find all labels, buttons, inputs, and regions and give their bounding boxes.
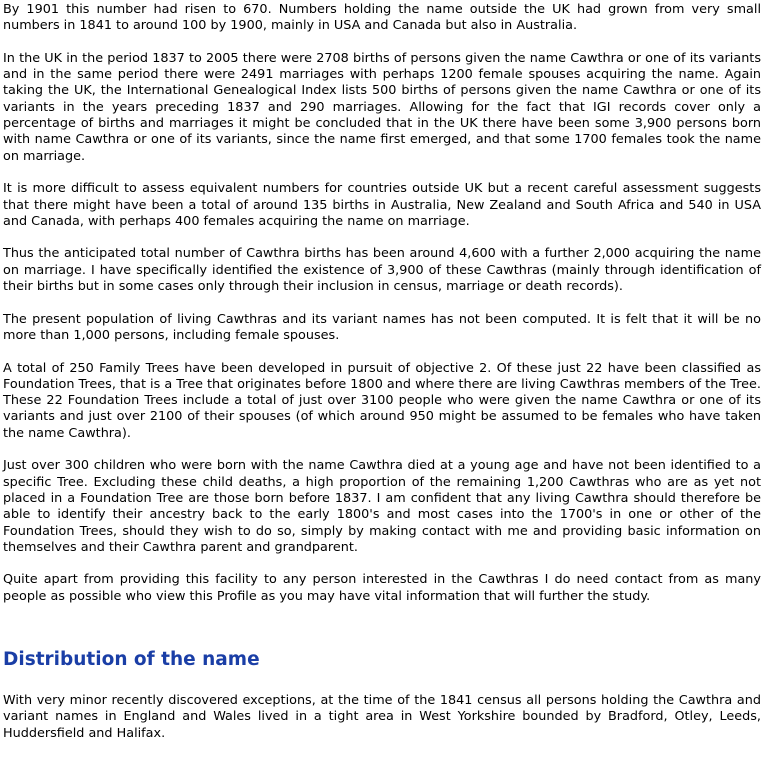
paragraph-child-deaths: Just over 300 children who were born with the name Cawthra died at a young age and have not been identified to a specific Tree. Excluding these child deaths, a high proportion of the remaining 1,200 Cawthras who are as yet not placed in a Foundation Tree are those born before 1837. I am confident that any living Cawthra should therefore be able to identify their ancestry back to the early 1800's and most cases into the 1700's in one or other of the Foundation Trees, should they wish to do so, simply by making contact with me and providing basic information on themselves and their Cawthra parent and grandparent. <box>3 458 761 555</box>
paragraph-contact-request: Quite apart from providing this facility to any person interested in the Cawthras I do need contact from as many people as possible who view this Profile as you may have vital information that will further the study. <box>3 572 761 604</box>
paragraph-distribution: With very minor recently discovered exceptions, at the time of the 1841 census all persons holding the Cawthra and variant names in England and Wales lived in a tight area in West Yorkshire bounded by Bradford, Otley, Leeds, Huddersfield and Halifax. <box>3 692 761 741</box>
paragraph-outside-uk: It is more difficult to assess equivalent numbers for countries outside UK but a recent careful assessment suggests that there might have been a total of around 135 births in Australia, New Zealand and South Africa and 540 in USA and Canada, with perhaps 400 females acquiring the name on marriage. <box>3 181 761 229</box>
paragraph-total-births: Thus the anticipated total number of Cawthra births has been around 4,600 with a further 2,000 acquiring the name on marriage. I have specifically identified the existence of 3,900 of these Cawthras (mainly through identification of their births but in some cases only through their inclusion in census, marriage or death records). <box>3 246 761 295</box>
section-heading-distribution: Distribution of the name <box>3 648 260 670</box>
paragraph-uk-births-marriages: In the UK in the period 1837 to 2005 there were 2708 births of persons given the name Cawthra or one of its variants and in the same period there were 2491 marriages with perhaps 1200 female spouses acquiring the name. Again taking the UK, the International Genealogical Index lists 500 births of persons given the name Cawthra or one of its variants in the years preceding 1837 and 290 marriages. Allowing for the fact that IGI records cover only a percentage of births and marriages it might be concluded that in the UK there have been some 3,900 persons born with name Cawthra or one of its variants, since the name first emerged, and that some 1700 females took the name on marriage. <box>3 50 761 164</box>
paragraph-present-population: The present population of living Cawthras and its variant names has not been computed. It is felt that it will be no more than 1,000 persons, including female spouses. <box>3 311 761 343</box>
paragraph-population-1901: By 1901 this number had risen to 670. Numbers holding the name outside the UK had grown from very small numbers in 1841 to around 100 by 1900, mainly in USA and Canada but also in Australia. <box>3 2 761 34</box>
paragraph-family-trees: A total of 250 Family Trees have been developed in pursuit of objective 2. Of these just 22 have been classified as Foundation Trees, that is a Tree that originates before 1800 and where there are living Cawthras members of the Tree. These 22 Foundation Trees include a total of just over 3100 people who were given the name Cawthra or one of its variants and just over 2100 of their spouses (of which around 950 might be assumed to be females who have taken the name Cawthra). <box>3 360 761 441</box>
